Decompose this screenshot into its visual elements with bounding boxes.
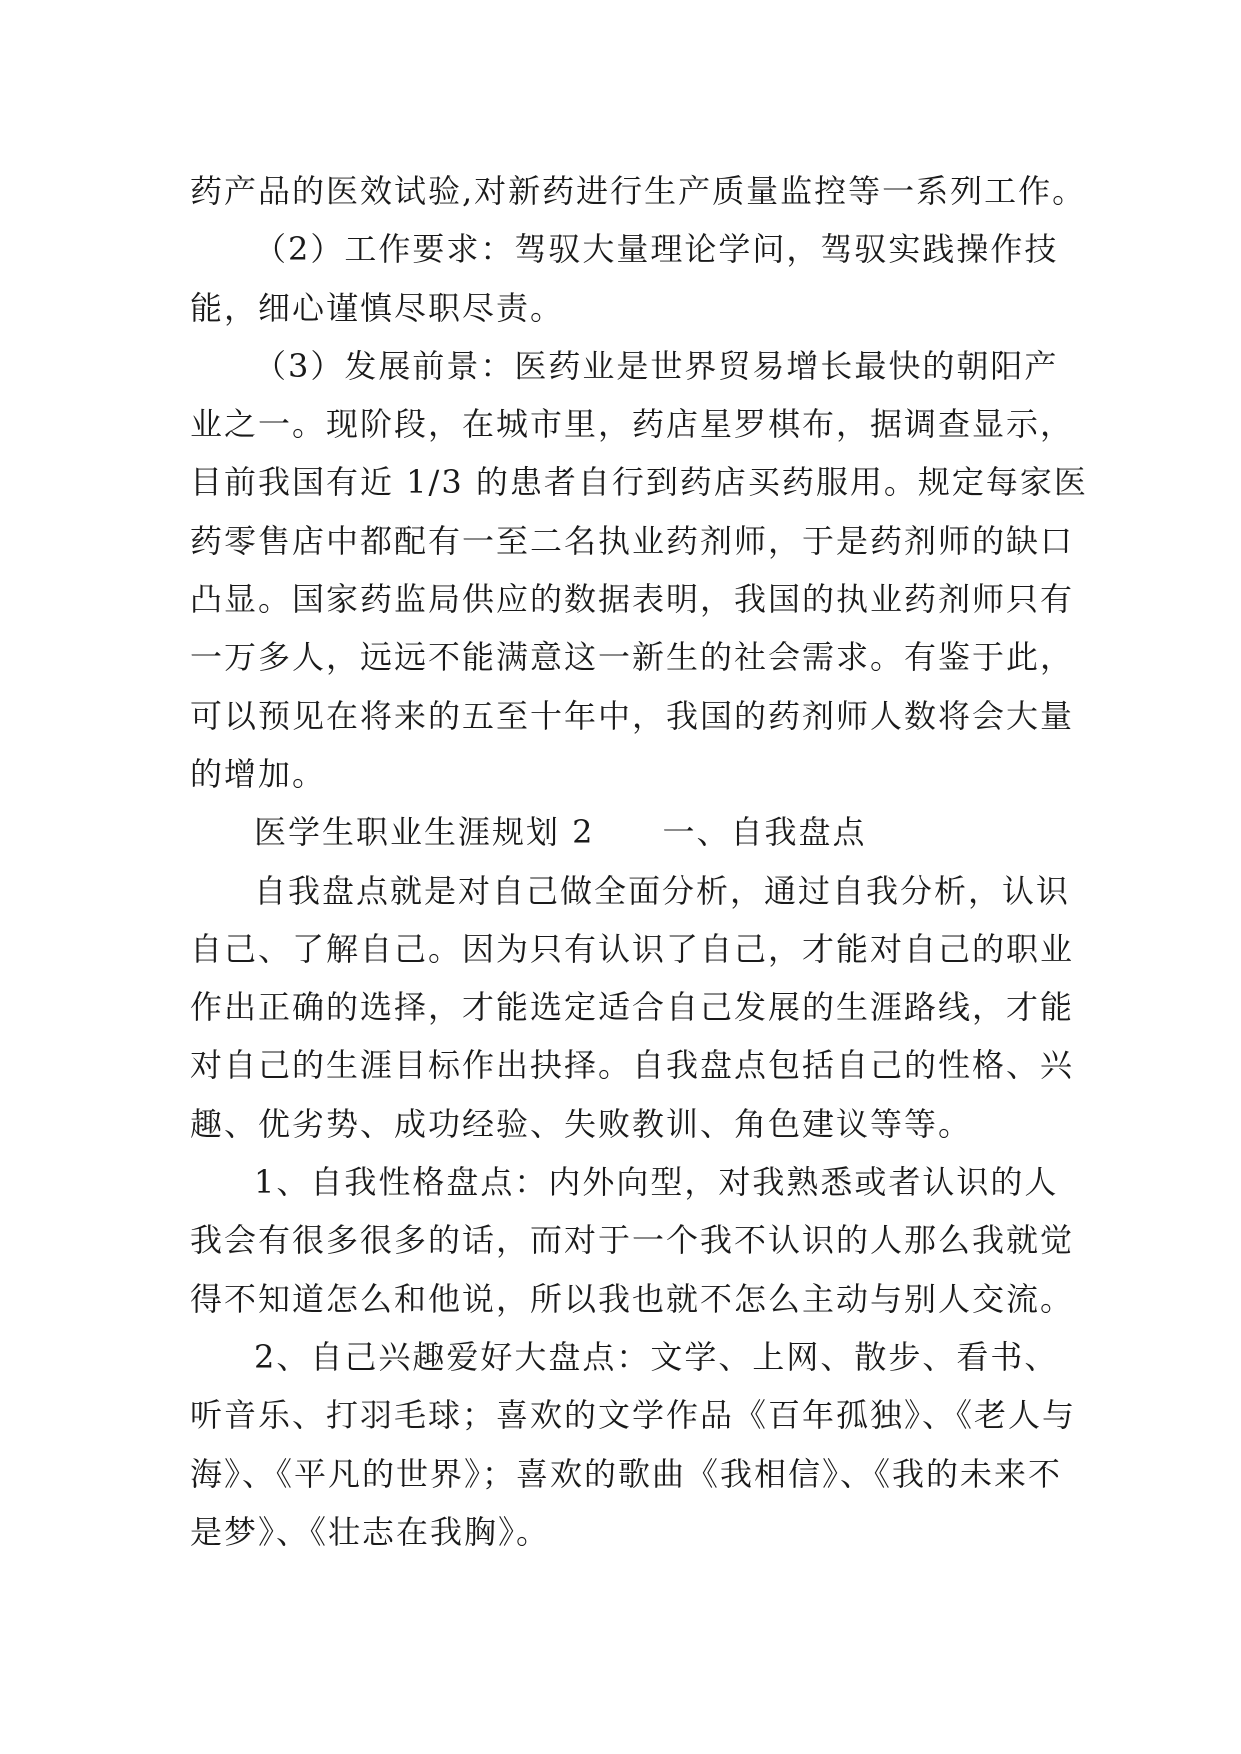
text-line-16: 对自己的生涯目标作出抉择。自我盘点包括自己的性格、兴: [190, 1046, 1075, 1085]
text-line-18: 1、自我性格盘点：内外向型，对我熟悉或者认识的人: [254, 1163, 1059, 1202]
text-line-23: 海》、《平凡的世界》；喜欢的歌曲《我相信》、《我的未来不: [190, 1454, 1063, 1493]
text-line-21: 2、自己兴趣爱好大盘点：文学、上网、散步、看书、: [254, 1337, 1059, 1376]
text-line-24: 是梦》、《壮志在我胸》。: [190, 1512, 551, 1551]
text-line-17: 趣、优劣势、成功经验、失败教训、角色建议等等。: [190, 1104, 973, 1143]
document-body: [190, 162, 1088, 1561]
text-line-6: 目前我国有近 1/3 的患者自行到药店买药服用。规定每家医: [190, 463, 1088, 502]
text-line-11: 的增加。: [190, 754, 327, 793]
text-line-13: 自我盘点就是对自己做全面分析，通过自我分析，认识: [254, 871, 1071, 910]
section-heading: 医学生职业生涯规划 2 一、自我盘点: [254, 813, 867, 852]
text-line-3: 能，细心谨慎尽职尽责。: [190, 288, 565, 327]
text-line-5: 业之一。现阶段，在城市里，药店星罗棋布，据调查显示，: [190, 405, 1075, 444]
text-line-19: 我会有很多很多的话，而对于一个我不认识的人那么我就觉: [190, 1221, 1075, 1260]
text-line-1: 药产品的医效试验,对新药进行生产质量监控等一系列工作。: [190, 172, 1087, 210]
text-line-22: 听音乐、打羽毛球；喜欢的文学作品《百年孤独》、《老人与: [190, 1396, 1077, 1435]
text-line-4: （3）发展前景：医药业是世界贸易增长最快的朝阳产: [254, 346, 1059, 385]
text-line-20: 得不知道怎么和他说，所以我也就不怎么主动与别人交流。: [190, 1279, 1075, 1318]
text-line-15: 作出正确的选择，才能选定适合自己发展的生涯路线，才能: [190, 988, 1075, 1027]
text-line-2: （2）工作要求：驾驭大量理论学问，驾驭实践操作技: [254, 230, 1059, 269]
text-line-9: 一万多人，远远不能满意这一新生的社会需求。有鉴于此，: [190, 638, 1075, 677]
text-line-7: 药零售店中都配有一至二名执业药剂师，于是药剂师的缺口: [190, 521, 1075, 560]
text-line-8: 凸显。国家药监局供应的数据表明，我国的执业药剂师只有: [190, 580, 1075, 619]
text-line-10: 可以预见在将来的五至十年中，我国的药剂师人数将会大量: [190, 696, 1075, 735]
text-line-14: 自己、了解自己。因为只有认识了自己，才能对自己的职业: [190, 929, 1075, 968]
